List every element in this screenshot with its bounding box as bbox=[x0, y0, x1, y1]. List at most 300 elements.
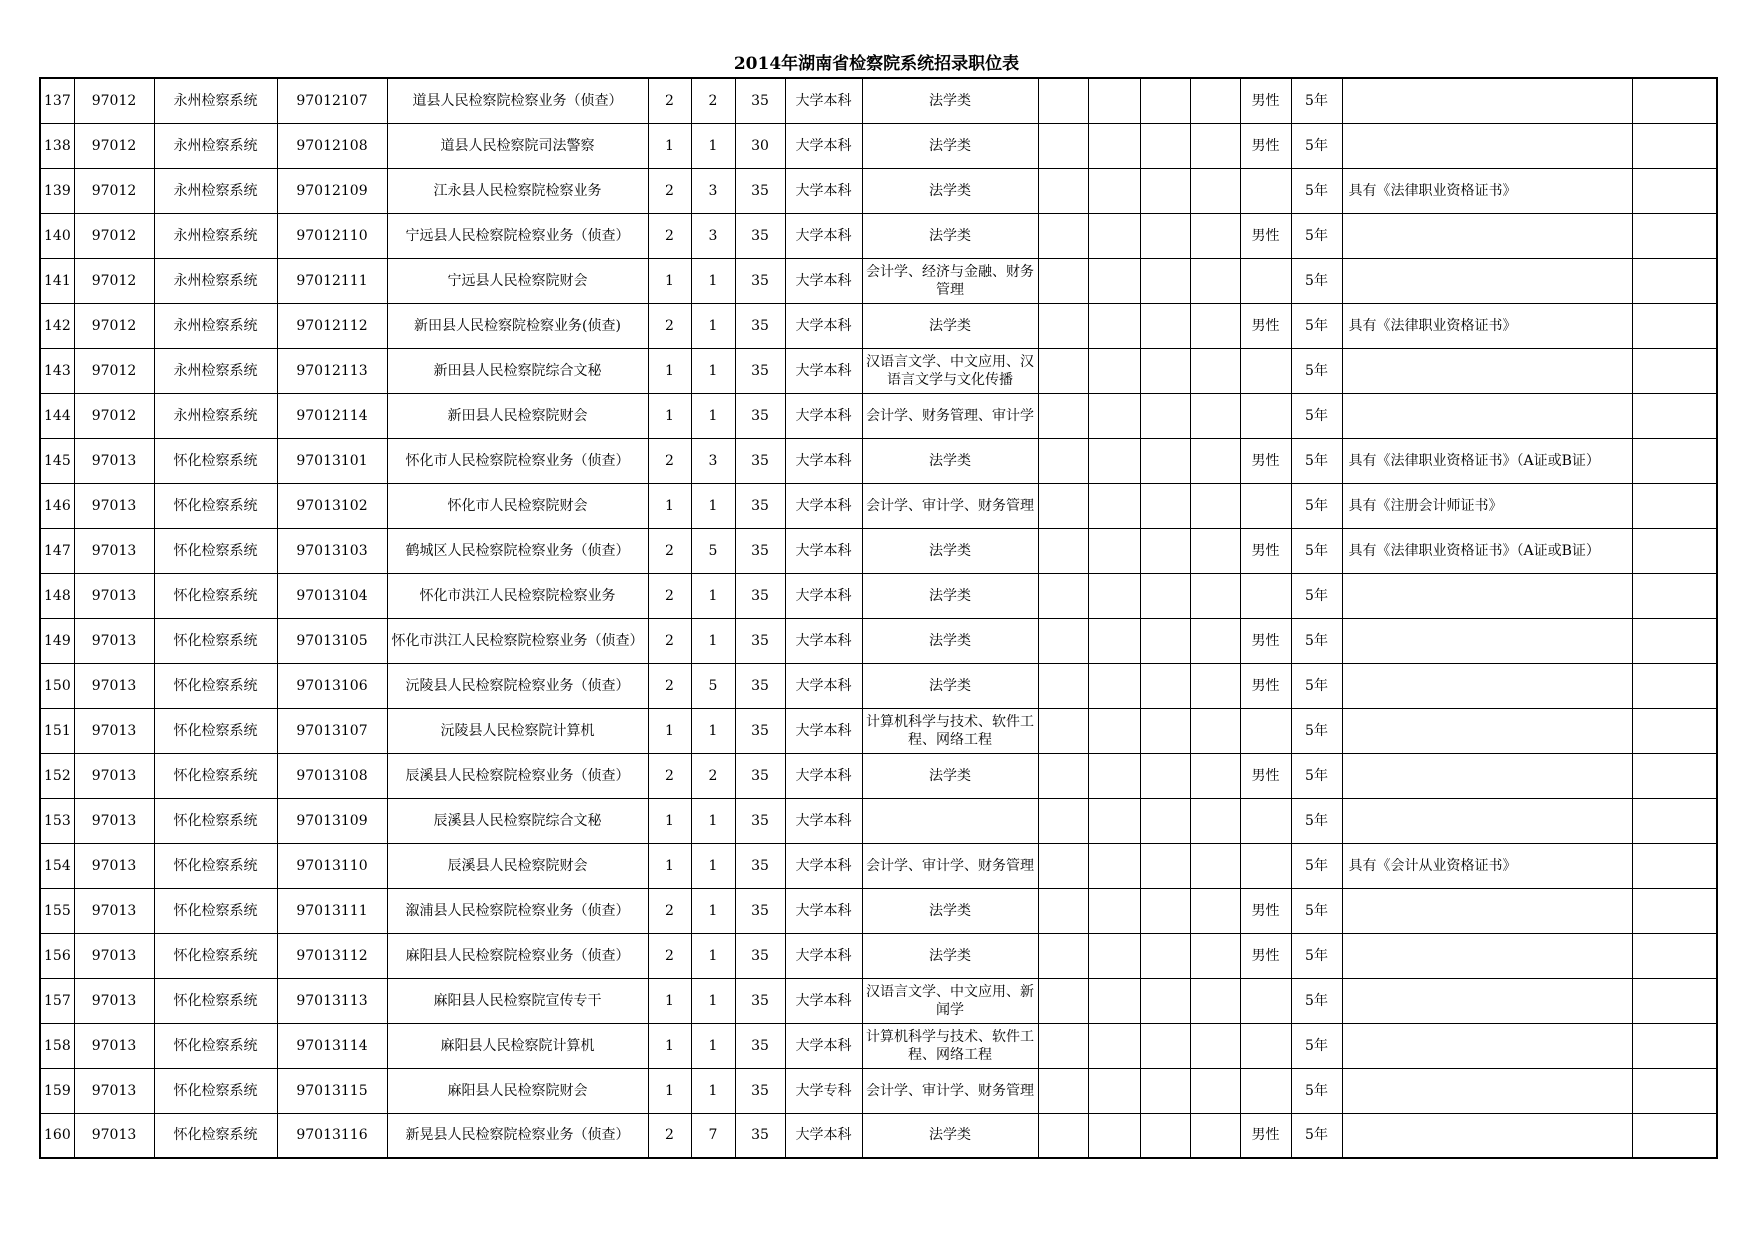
system-cell: 怀化检察系统 bbox=[154, 1113, 277, 1158]
row-number-cell: 150 bbox=[40, 663, 74, 708]
position-name-cell: 麻阳县人民检察院计算机 bbox=[387, 1023, 648, 1068]
major-cell: 法学类 bbox=[862, 78, 1038, 123]
position-name-cell: 新田县人民检察院综合文秘 bbox=[387, 348, 648, 393]
empty-cell bbox=[1038, 798, 1088, 843]
major-cell: 会计学、审计学、财务管理 bbox=[862, 1068, 1038, 1113]
empty-cell bbox=[1038, 753, 1088, 798]
empty-cell bbox=[1190, 1023, 1240, 1068]
exam-type-cell: 1 bbox=[648, 708, 691, 753]
education-cell: 大学本科 bbox=[785, 303, 862, 348]
requirements-note-cell: 具有《法律职业资格证书》 bbox=[1342, 168, 1632, 213]
position-code-cell: 97013108 bbox=[277, 753, 387, 798]
empty-cell bbox=[1088, 843, 1140, 888]
age-limit-cell: 35 bbox=[735, 528, 785, 573]
major-cell: 法学类 bbox=[862, 213, 1038, 258]
unit-code-cell: 97012 bbox=[74, 348, 154, 393]
unit-code-cell: 97013 bbox=[74, 978, 154, 1023]
position-code-cell: 97013116 bbox=[277, 1113, 387, 1158]
age-limit-cell: 35 bbox=[735, 798, 785, 843]
position-code-cell: 97013103 bbox=[277, 528, 387, 573]
empty-cell bbox=[1140, 1068, 1190, 1113]
service-years-cell: 5年 bbox=[1291, 348, 1342, 393]
education-cell: 大学本科 bbox=[785, 483, 862, 528]
education-cell: 大学本科 bbox=[785, 348, 862, 393]
service-years-cell: 5年 bbox=[1291, 393, 1342, 438]
service-years-cell: 5年 bbox=[1291, 168, 1342, 213]
empty-cell bbox=[1632, 1113, 1717, 1158]
empty-cell bbox=[1190, 618, 1240, 663]
empty-cell bbox=[1140, 708, 1190, 753]
empty-cell bbox=[1038, 1068, 1088, 1113]
empty-cell bbox=[1088, 258, 1140, 303]
age-limit-cell: 35 bbox=[735, 303, 785, 348]
unit-code-cell: 97013 bbox=[74, 1023, 154, 1068]
position-name-cell: 麻阳县人民检察院宣传专干 bbox=[387, 978, 648, 1023]
empty-cell bbox=[1190, 78, 1240, 123]
age-limit-cell: 35 bbox=[735, 483, 785, 528]
unit-code-cell: 97012 bbox=[74, 303, 154, 348]
position-code-cell: 97012110 bbox=[277, 213, 387, 258]
empty-cell bbox=[1088, 753, 1140, 798]
empty-cell bbox=[1088, 1113, 1140, 1158]
requirements-note-cell bbox=[1342, 1023, 1632, 1068]
empty-cell bbox=[1088, 393, 1140, 438]
empty-cell bbox=[1190, 573, 1240, 618]
major-cell: 法学类 bbox=[862, 933, 1038, 978]
service-years-cell: 5年 bbox=[1291, 933, 1342, 978]
position-name-cell: 沅陵县人民检察院检察业务（侦查） bbox=[387, 663, 648, 708]
empty-cell bbox=[1088, 348, 1140, 393]
empty-cell bbox=[1140, 78, 1190, 123]
requirements-note-cell: 具有《法律职业资格证书》（A证或B证） bbox=[1342, 438, 1632, 483]
hiring-count-cell: 1 bbox=[691, 798, 735, 843]
requirements-note-cell bbox=[1342, 753, 1632, 798]
service-years-cell: 5年 bbox=[1291, 843, 1342, 888]
empty-cell bbox=[1088, 1068, 1140, 1113]
education-cell: 大学本科 bbox=[785, 123, 862, 168]
position-name-cell: 麻阳县人民检察院财会 bbox=[387, 1068, 648, 1113]
unit-code-cell: 97012 bbox=[74, 168, 154, 213]
major-cell: 会计学、审计学、财务管理 bbox=[862, 483, 1038, 528]
empty-cell bbox=[1190, 888, 1240, 933]
empty-cell bbox=[1088, 798, 1140, 843]
table-row bbox=[40, 1068, 1717, 1113]
hiring-count-cell: 2 bbox=[691, 78, 735, 123]
education-cell: 大学本科 bbox=[785, 168, 862, 213]
service-years-cell: 5年 bbox=[1291, 888, 1342, 933]
unit-code-cell: 97013 bbox=[74, 528, 154, 573]
system-cell: 怀化检察系统 bbox=[154, 708, 277, 753]
empty-cell bbox=[1088, 123, 1140, 168]
exam-type-cell: 2 bbox=[648, 213, 691, 258]
empty-cell bbox=[1140, 663, 1190, 708]
empty-cell bbox=[1140, 1113, 1190, 1158]
empty-cell bbox=[1038, 1023, 1088, 1068]
age-limit-cell: 35 bbox=[735, 348, 785, 393]
empty-cell bbox=[1088, 438, 1140, 483]
empty-cell bbox=[1038, 258, 1088, 303]
empty-cell bbox=[1088, 78, 1140, 123]
empty-cell bbox=[1190, 393, 1240, 438]
unit-code-cell: 97013 bbox=[74, 753, 154, 798]
requirements-note-cell bbox=[1342, 258, 1632, 303]
empty-cell bbox=[1190, 978, 1240, 1023]
empty-cell bbox=[1190, 438, 1240, 483]
gender-cell bbox=[1240, 168, 1291, 213]
hiring-count-cell: 1 bbox=[691, 303, 735, 348]
table-row bbox=[40, 618, 1717, 663]
position-code-cell: 97013101 bbox=[277, 438, 387, 483]
row-number-cell: 145 bbox=[40, 438, 74, 483]
table-row bbox=[40, 573, 1717, 618]
hiring-count-cell: 1 bbox=[691, 123, 735, 168]
requirements-note-cell: 具有《法律职业资格证书》 bbox=[1342, 303, 1632, 348]
empty-cell bbox=[1190, 708, 1240, 753]
major-cell: 计算机科学与技术、软件工程、网络工程 bbox=[862, 1023, 1038, 1068]
position-code-cell: 97012107 bbox=[277, 78, 387, 123]
position-name-cell: 辰溪县人民检察院检察业务（侦查） bbox=[387, 753, 648, 798]
empty-cell bbox=[1632, 393, 1717, 438]
empty-cell bbox=[1632, 303, 1717, 348]
requirements-note-cell bbox=[1342, 618, 1632, 663]
unit-code-cell: 97013 bbox=[74, 933, 154, 978]
empty-cell bbox=[1140, 168, 1190, 213]
empty-cell bbox=[1140, 483, 1190, 528]
row-number-cell: 138 bbox=[40, 123, 74, 168]
system-cell: 怀化检察系统 bbox=[154, 1068, 277, 1113]
row-number-cell: 141 bbox=[40, 258, 74, 303]
empty-cell bbox=[1190, 753, 1240, 798]
service-years-cell: 5年 bbox=[1291, 213, 1342, 258]
position-code-cell: 97012113 bbox=[277, 348, 387, 393]
empty-cell bbox=[1190, 348, 1240, 393]
position-code-cell: 97013102 bbox=[277, 483, 387, 528]
system-cell: 永州检察系统 bbox=[154, 213, 277, 258]
requirements-note-cell bbox=[1342, 393, 1632, 438]
position-name-cell: 麻阳县人民检察院检察业务（侦查） bbox=[387, 933, 648, 978]
empty-cell bbox=[1038, 483, 1088, 528]
empty-cell bbox=[1632, 1068, 1717, 1113]
table-row bbox=[40, 798, 1717, 843]
service-years-cell: 5年 bbox=[1291, 618, 1342, 663]
table-row bbox=[40, 78, 1717, 123]
exam-type-cell: 2 bbox=[648, 78, 691, 123]
service-years-cell: 5年 bbox=[1291, 303, 1342, 348]
row-number-cell: 143 bbox=[40, 348, 74, 393]
system-cell: 永州检察系统 bbox=[154, 303, 277, 348]
empty-cell bbox=[1632, 258, 1717, 303]
position-name-cell: 新晃县人民检察院检察业务（侦查） bbox=[387, 1113, 648, 1158]
row-number-cell: 148 bbox=[40, 573, 74, 618]
empty-cell bbox=[1632, 708, 1717, 753]
empty-cell bbox=[1038, 708, 1088, 753]
empty-cell bbox=[1088, 618, 1140, 663]
age-limit-cell: 35 bbox=[735, 843, 785, 888]
requirements-note-cell: 具有《法律职业资格证书》（A证或B证） bbox=[1342, 528, 1632, 573]
empty-cell bbox=[1190, 528, 1240, 573]
table-row bbox=[40, 528, 1717, 573]
empty-cell bbox=[1632, 123, 1717, 168]
service-years-cell: 5年 bbox=[1291, 1113, 1342, 1158]
education-cell: 大学本科 bbox=[785, 753, 862, 798]
major-cell: 法学类 bbox=[862, 528, 1038, 573]
position-code-cell: 97013114 bbox=[277, 1023, 387, 1068]
empty-cell bbox=[1140, 528, 1190, 573]
position-code-cell: 97013107 bbox=[277, 708, 387, 753]
empty-cell bbox=[1140, 213, 1190, 258]
table-row bbox=[40, 303, 1717, 348]
position-code-cell: 97013111 bbox=[277, 888, 387, 933]
hiring-count-cell: 1 bbox=[691, 708, 735, 753]
unit-code-cell: 97012 bbox=[74, 78, 154, 123]
hiring-count-cell: 1 bbox=[691, 348, 735, 393]
exam-type-cell: 2 bbox=[648, 618, 691, 663]
empty-cell bbox=[1038, 78, 1088, 123]
education-cell: 大学专科 bbox=[785, 1068, 862, 1113]
empty-cell bbox=[1632, 663, 1717, 708]
service-years-cell: 5年 bbox=[1291, 78, 1342, 123]
empty-cell bbox=[1190, 258, 1240, 303]
table-row bbox=[40, 933, 1717, 978]
gender-cell: 男性 bbox=[1240, 213, 1291, 258]
service-years-cell: 5年 bbox=[1291, 1068, 1342, 1113]
hiring-count-cell: 1 bbox=[691, 843, 735, 888]
exam-type-cell: 1 bbox=[648, 1023, 691, 1068]
exam-type-cell: 1 bbox=[648, 393, 691, 438]
exam-type-cell: 2 bbox=[648, 888, 691, 933]
position-name-cell: 新田县人民检察院检察业务(侦查) bbox=[387, 303, 648, 348]
hiring-count-cell: 3 bbox=[691, 438, 735, 483]
row-number-cell: 137 bbox=[40, 78, 74, 123]
empty-cell bbox=[1190, 213, 1240, 258]
table-row bbox=[40, 1023, 1717, 1068]
table-row bbox=[40, 843, 1717, 888]
exam-type-cell: 2 bbox=[648, 168, 691, 213]
exam-type-cell: 1 bbox=[648, 483, 691, 528]
exam-type-cell: 1 bbox=[648, 348, 691, 393]
empty-cell bbox=[1632, 618, 1717, 663]
major-cell: 法学类 bbox=[862, 888, 1038, 933]
education-cell: 大学本科 bbox=[785, 78, 862, 123]
exam-type-cell: 2 bbox=[648, 933, 691, 978]
empty-cell bbox=[1632, 933, 1717, 978]
age-limit-cell: 35 bbox=[735, 978, 785, 1023]
gender-cell: 男性 bbox=[1240, 663, 1291, 708]
service-years-cell: 5年 bbox=[1291, 258, 1342, 303]
empty-cell bbox=[1038, 303, 1088, 348]
row-number-cell: 152 bbox=[40, 753, 74, 798]
gender-cell bbox=[1240, 573, 1291, 618]
unit-code-cell: 97012 bbox=[74, 213, 154, 258]
gender-cell: 男性 bbox=[1240, 618, 1291, 663]
age-limit-cell: 35 bbox=[735, 573, 785, 618]
unit-code-cell: 97013 bbox=[74, 888, 154, 933]
empty-cell bbox=[1088, 708, 1140, 753]
row-number-cell: 155 bbox=[40, 888, 74, 933]
table-title: 2014年湖南省检察院系统招录职位表 bbox=[733, 54, 1020, 74]
requirements-note-cell bbox=[1342, 1113, 1632, 1158]
system-cell: 永州检察系统 bbox=[154, 393, 277, 438]
empty-cell bbox=[1632, 78, 1717, 123]
requirements-note-cell bbox=[1342, 1068, 1632, 1113]
position-code-cell: 97012114 bbox=[277, 393, 387, 438]
age-limit-cell: 35 bbox=[735, 78, 785, 123]
position-name-cell: 溆浦县人民检察院检察业务（侦查） bbox=[387, 888, 648, 933]
empty-cell bbox=[1140, 393, 1190, 438]
hiring-count-cell: 1 bbox=[691, 573, 735, 618]
empty-cell bbox=[1088, 483, 1140, 528]
system-cell: 永州检察系统 bbox=[154, 123, 277, 168]
empty-cell bbox=[1140, 798, 1190, 843]
system-cell: 怀化检察系统 bbox=[154, 573, 277, 618]
exam-type-cell: 2 bbox=[648, 528, 691, 573]
empty-cell bbox=[1632, 213, 1717, 258]
education-cell: 大学本科 bbox=[785, 618, 862, 663]
system-cell: 怀化检察系统 bbox=[154, 888, 277, 933]
education-cell: 大学本科 bbox=[785, 258, 862, 303]
gender-cell: 男性 bbox=[1240, 888, 1291, 933]
service-years-cell: 5年 bbox=[1291, 708, 1342, 753]
age-limit-cell: 35 bbox=[735, 213, 785, 258]
gender-cell bbox=[1240, 258, 1291, 303]
empty-cell bbox=[1140, 1023, 1190, 1068]
row-number-cell: 140 bbox=[40, 213, 74, 258]
empty-cell bbox=[1632, 348, 1717, 393]
empty-cell bbox=[1088, 1023, 1140, 1068]
position-name-cell: 江永县人民检察院检察业务 bbox=[387, 168, 648, 213]
system-cell: 怀化检察系统 bbox=[154, 618, 277, 663]
age-limit-cell: 35 bbox=[735, 393, 785, 438]
table-row bbox=[40, 213, 1717, 258]
service-years-cell: 5年 bbox=[1291, 978, 1342, 1023]
service-years-cell: 5年 bbox=[1291, 483, 1342, 528]
empty-cell bbox=[1038, 843, 1088, 888]
empty-cell bbox=[1190, 933, 1240, 978]
age-limit-cell: 35 bbox=[735, 168, 785, 213]
requirements-note-cell bbox=[1342, 123, 1632, 168]
row-number-cell: 149 bbox=[40, 618, 74, 663]
hiring-count-cell: 3 bbox=[691, 213, 735, 258]
requirements-note-cell bbox=[1342, 573, 1632, 618]
position-name-cell: 鹤城区人民检察院检察业务（侦查） bbox=[387, 528, 648, 573]
position-code-cell: 97013112 bbox=[277, 933, 387, 978]
position-name-cell: 怀化市人民检察院财会 bbox=[387, 483, 648, 528]
empty-cell bbox=[1038, 663, 1088, 708]
unit-code-cell: 97013 bbox=[74, 843, 154, 888]
position-name-cell: 辰溪县人民检察院财会 bbox=[387, 843, 648, 888]
exam-type-cell: 2 bbox=[648, 1113, 691, 1158]
unit-code-cell: 97013 bbox=[74, 438, 154, 483]
requirements-note-cell bbox=[1342, 663, 1632, 708]
system-cell: 怀化检察系统 bbox=[154, 438, 277, 483]
hiring-count-cell: 1 bbox=[691, 978, 735, 1023]
row-number-cell: 153 bbox=[40, 798, 74, 843]
age-limit-cell: 30 bbox=[735, 123, 785, 168]
empty-cell bbox=[1088, 528, 1140, 573]
empty-cell bbox=[1140, 888, 1190, 933]
service-years-cell: 5年 bbox=[1291, 798, 1342, 843]
service-years-cell: 5年 bbox=[1291, 528, 1342, 573]
row-number-cell: 147 bbox=[40, 528, 74, 573]
major-cell: 汉语言文学、中文应用、汉语言文学与文化传播 bbox=[862, 348, 1038, 393]
gender-cell bbox=[1240, 978, 1291, 1023]
education-cell: 大学本科 bbox=[785, 528, 862, 573]
gender-cell bbox=[1240, 1068, 1291, 1113]
service-years-cell: 5年 bbox=[1291, 123, 1342, 168]
exam-type-cell: 2 bbox=[648, 438, 691, 483]
position-code-cell: 97013110 bbox=[277, 843, 387, 888]
major-cell: 会计学、经济与金融、财务管理 bbox=[862, 258, 1038, 303]
row-number-cell: 139 bbox=[40, 168, 74, 213]
education-cell: 大学本科 bbox=[785, 438, 862, 483]
empty-cell bbox=[1038, 618, 1088, 663]
education-cell: 大学本科 bbox=[785, 1113, 862, 1158]
empty-cell bbox=[1632, 573, 1717, 618]
table-row bbox=[40, 663, 1717, 708]
major-cell: 法学类 bbox=[862, 168, 1038, 213]
system-cell: 怀化检察系统 bbox=[154, 528, 277, 573]
table-row bbox=[40, 888, 1717, 933]
unit-code-cell: 97012 bbox=[74, 123, 154, 168]
position-code-cell: 97012108 bbox=[277, 123, 387, 168]
education-cell: 大学本科 bbox=[785, 843, 862, 888]
empty-cell bbox=[1140, 933, 1190, 978]
education-cell: 大学本科 bbox=[785, 978, 862, 1023]
empty-cell bbox=[1088, 573, 1140, 618]
major-cell: 会计学、财务管理、审计学 bbox=[862, 393, 1038, 438]
major-cell: 法学类 bbox=[862, 618, 1038, 663]
requirements-note-cell: 具有《注册会计师证书》 bbox=[1342, 483, 1632, 528]
requirements-note-cell bbox=[1342, 348, 1632, 393]
position-code-cell: 97012112 bbox=[277, 303, 387, 348]
major-cell: 会计学、审计学、财务管理 bbox=[862, 843, 1038, 888]
unit-code-cell: 97012 bbox=[74, 393, 154, 438]
requirements-note-cell bbox=[1342, 798, 1632, 843]
empty-cell bbox=[1038, 168, 1088, 213]
empty-cell bbox=[1088, 213, 1140, 258]
empty-cell bbox=[1088, 888, 1140, 933]
exam-type-cell: 2 bbox=[648, 753, 691, 798]
unit-code-cell: 97013 bbox=[74, 1068, 154, 1113]
exam-type-cell: 2 bbox=[648, 573, 691, 618]
age-limit-cell: 35 bbox=[735, 258, 785, 303]
empty-cell bbox=[1190, 1113, 1240, 1158]
exam-type-cell: 1 bbox=[648, 798, 691, 843]
gender-cell bbox=[1240, 1023, 1291, 1068]
hiring-count-cell: 1 bbox=[691, 258, 735, 303]
table-row bbox=[40, 978, 1717, 1023]
hiring-count-cell: 5 bbox=[691, 663, 735, 708]
service-years-cell: 5年 bbox=[1291, 573, 1342, 618]
position-code-cell: 97013105 bbox=[277, 618, 387, 663]
table-row bbox=[40, 438, 1717, 483]
empty-cell bbox=[1632, 1023, 1717, 1068]
age-limit-cell: 35 bbox=[735, 1023, 785, 1068]
requirements-note-cell bbox=[1342, 888, 1632, 933]
system-cell: 怀化检察系统 bbox=[154, 753, 277, 798]
system-cell: 永州检察系统 bbox=[154, 258, 277, 303]
position-name-cell: 沅陵县人民检察院计算机 bbox=[387, 708, 648, 753]
row-number-cell: 158 bbox=[40, 1023, 74, 1068]
empty-cell bbox=[1140, 978, 1190, 1023]
empty-cell bbox=[1038, 933, 1088, 978]
position-code-cell: 97012111 bbox=[277, 258, 387, 303]
education-cell: 大学本科 bbox=[785, 933, 862, 978]
position-name-cell: 怀化市人民检察院检察业务（侦查） bbox=[387, 438, 648, 483]
hiring-count-cell: 5 bbox=[691, 528, 735, 573]
position-code-cell: 97013115 bbox=[277, 1068, 387, 1113]
hiring-count-cell: 1 bbox=[691, 1023, 735, 1068]
